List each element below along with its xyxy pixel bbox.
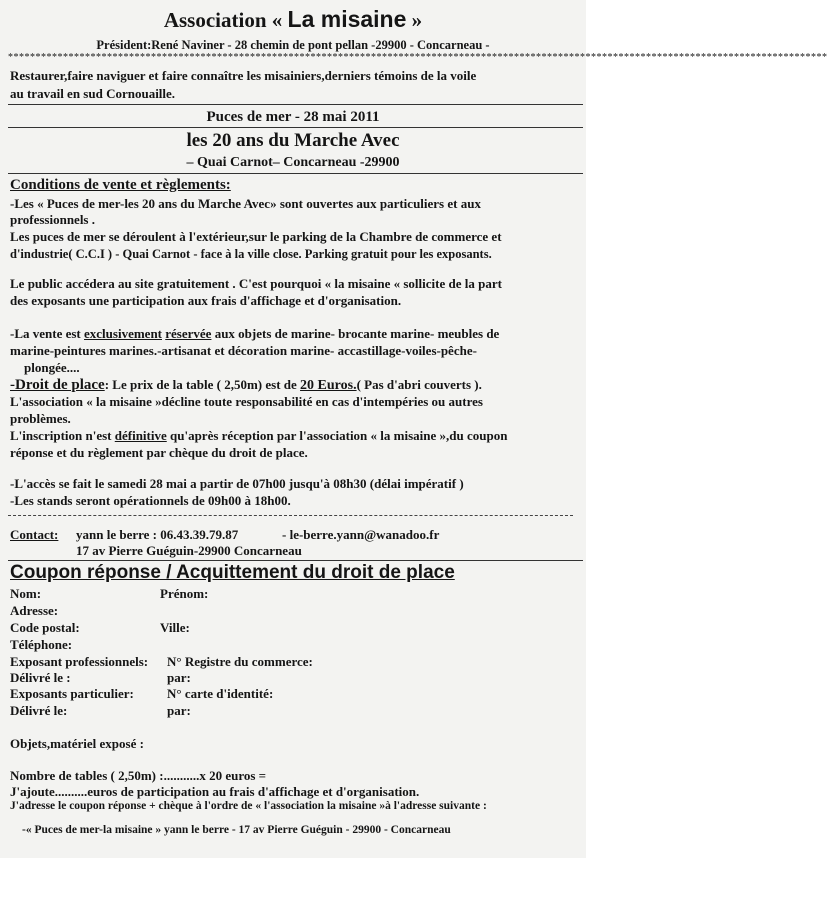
- l7-part-c: aux objets de marine- brocante marine- meubles de: [211, 326, 500, 341]
- l7-underlined-2: réservée: [165, 326, 212, 341]
- l13-underlined: définitive: [114, 428, 167, 443]
- tables-line: Nombre de tables ( 2,50m) :...........x 20 euros =: [10, 768, 267, 783]
- l7-underlined-1: exclusivement: [84, 326, 162, 341]
- dashed-divider: [8, 515, 573, 516]
- l13-part-b: qu'après réception par l'association « la misaine »,du coupon: [166, 428, 508, 443]
- field-carte-identite: N° carte d'identité:: [167, 686, 274, 701]
- mission-line-2: au travail en sud Cornouaille.: [10, 86, 176, 101]
- field-registre: N° Registre du commerce:: [167, 654, 313, 669]
- conditions-line-9: plongée....: [24, 360, 80, 375]
- event-title: les 20 ans du Marche Avec: [186, 130, 400, 151]
- conditions-line-14: réponse et du règlement par chèque du droit de place.: [10, 445, 308, 460]
- conditions-line-12: problèmes.: [10, 411, 71, 426]
- conditions-line-1: -Les « Puces de mer-les 20 ans du Marche Avec» sont ouvertes aux particuliers et aux: [10, 196, 481, 211]
- conditions-line-3: Les puces de mer se déroulent à l'extérieur,sur le parking de la Chambre de commerce et: [10, 229, 502, 244]
- contact-address: 17 av Pierre Guéguin-29900 Concarneau: [76, 543, 302, 558]
- field-delivre-2: Délivré le:: [10, 703, 68, 718]
- coupon-title: Coupon réponse / Acquittement du droit de place: [10, 562, 455, 583]
- conditions-line-10: [10, 377, 482, 394]
- conditions-line-11: L'association « la misaine »décline toute responsabilité en cas d'intempéries ou autres: [10, 394, 483, 409]
- title-prefix: Association «: [163, 8, 288, 32]
- field-delivre-1: Délivré le :: [10, 670, 71, 685]
- conditions-heading: Conditions de vente et règlements:: [10, 177, 231, 193]
- contact-email: - le-berre.yann@wanadoo.fr: [282, 527, 440, 542]
- l10-part-b: ( Pas d'abri couverts ).: [356, 377, 482, 392]
- contact-name-phone: yann le berre : 06.43.39.79.87: [76, 527, 239, 542]
- droit-de-place-label: -Droit de place: [10, 377, 105, 393]
- field-adresse: Adresse:: [10, 603, 59, 618]
- field-prenom: Prénom:: [160, 586, 209, 601]
- send-coupon-line: J'adresse le coupon réponse + chèque à l'ordre de « l'association la misaine »à l'adresse suivante :: [10, 800, 487, 812]
- association-name: La misaine: [287, 6, 407, 32]
- field-objets: Objets,matériel exposé :: [10, 736, 144, 751]
- l10-part-a: : Le prix de la table ( 2,50m) est de: [104, 377, 301, 392]
- field-code-postal: Code postal:: [10, 620, 80, 635]
- event-place: – Quai Carnot– Concarneau -29900: [186, 155, 400, 170]
- conditions-line-15: -L'accès se fait le samedi 28 mai a partir de 07h00 jusqu'à 08h30 (délai impératif ): [10, 476, 464, 491]
- l7-part-a: -La vente est: [10, 326, 85, 341]
- divider-1: [8, 104, 583, 105]
- contact-label: Contact:: [10, 527, 59, 542]
- field-par-1: par:: [167, 670, 191, 685]
- president-line: Président:René Naviner - 28 chemin de pont pellan -29900 - Concarneau -: [96, 38, 490, 52]
- field-nom: Nom:: [10, 586, 42, 601]
- participation-line: J'ajoute..........euros de participation au frais d'affichage et d'organisation.: [10, 784, 420, 799]
- conditions-line-7: [10, 326, 499, 342]
- divider-2: [8, 127, 583, 128]
- star-divider: *****************************************************************************************************************************************************: [8, 52, 828, 63]
- mission-line-1: Restaurer,faire naviguer et faire connaître les misainiers,derniers témoins de la voile: [10, 68, 477, 83]
- conditions-line-2: professionnels .: [10, 212, 95, 227]
- conditions-line-16: -Les stands seront opérationnels de 09h00 à 18h00.: [10, 493, 291, 508]
- divider-4: [8, 560, 583, 561]
- field-exposant-pro: Exposant professionnels:: [10, 654, 149, 669]
- conditions-line-8: marine-peintures marines.-artisanat et décoration marine- accastillage-voiles-pêche-: [10, 343, 477, 358]
- price-euros: 20 Euros.: [300, 378, 357, 393]
- conditions-line-4: d'industrie( C.C.I ) - Quai Carnot - face à la ville close. Parking gratuit pour les exposants.: [10, 247, 492, 261]
- field-ville: Ville:: [160, 620, 190, 635]
- field-exposant-particulier: Exposants particulier:: [10, 686, 134, 701]
- field-par-2: par:: [167, 703, 191, 718]
- l13-part-a: L'inscription n'est: [10, 428, 115, 443]
- field-telephone: Téléphone:: [10, 637, 73, 652]
- conditions-line-13: [10, 428, 507, 444]
- association-title: [0, 6, 586, 33]
- title-suffix: »: [406, 8, 423, 32]
- event-date: Puces de mer - 28 mai 2011: [206, 109, 380, 125]
- mailing-address: -« Puces de mer-la misaine » yann le berre - 17 av Pierre Guéguin - 29900 - Concarneau: [22, 824, 451, 836]
- conditions-line-5: Le public accédera au site gratuitement . C'est pourquoi « la misaine « sollicite de la part: [10, 276, 502, 291]
- divider-3: [8, 173, 583, 174]
- conditions-line-6: des exposants une participation aux frais d'affichage et d'organisation.: [10, 293, 402, 308]
